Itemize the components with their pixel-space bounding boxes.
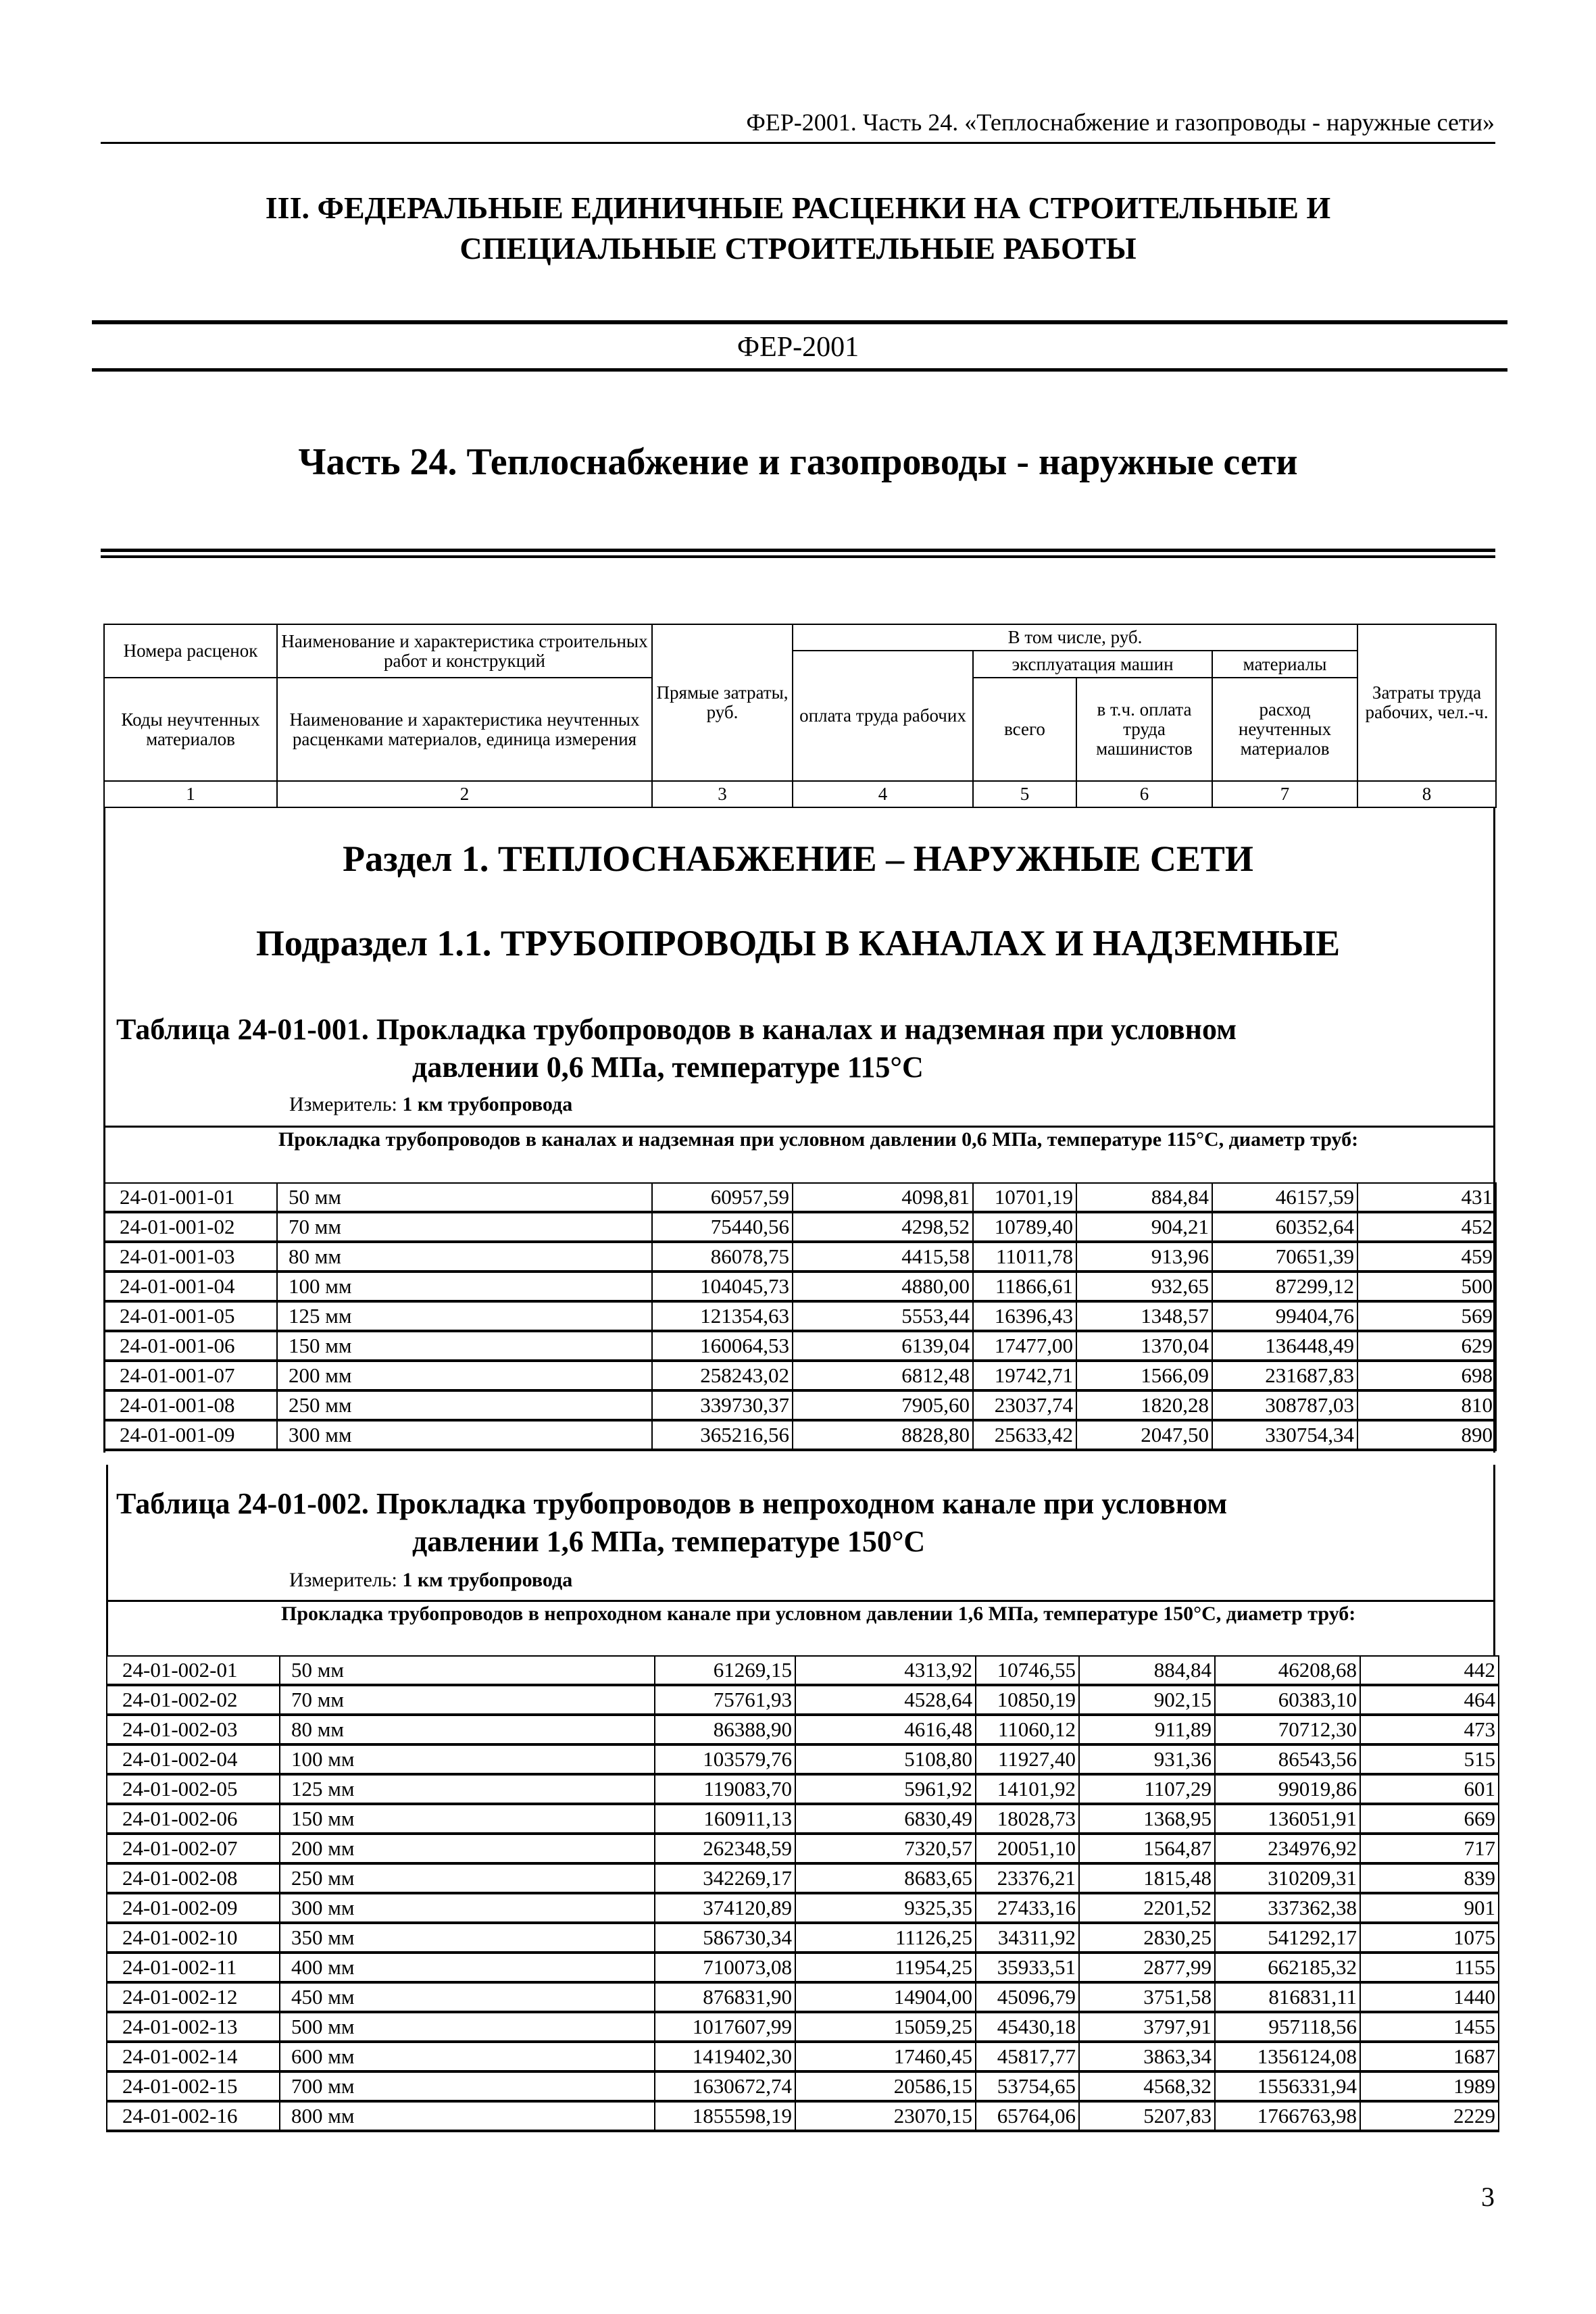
cell-machinists-pay: 3751,58 (1079, 1982, 1215, 2012)
table-row (107, 2012, 1499, 2042)
cell-pipe-diameter: 50 мм (280, 1656, 655, 1685)
table-row (107, 1953, 1499, 1982)
cell-labor-hours: 1687 (1360, 2042, 1499, 2071)
cell-labor-pay: 9325,35 (795, 1893, 976, 1923)
cell-direct-costs: 103579,76 (655, 1744, 795, 1774)
cell-pipe-diameter: 70 мм (277, 1212, 652, 1242)
cell-materials-cost: 662185,32 (1215, 1953, 1360, 1982)
cell-materials-cost: 231687,83 (1212, 1361, 1357, 1390)
cell-labor-hours: 601 (1360, 1774, 1499, 1804)
cell-pipe-diameter: 600 мм (280, 2042, 655, 2071)
cell-labor-pay: 7905,60 (793, 1390, 973, 1420)
table-row (104, 1390, 1496, 1420)
cell-materials-cost: 99019,86 (1215, 1774, 1360, 1804)
cell-machines-total: 10701,19 (973, 1183, 1076, 1212)
cell-rate-code: 24-01-002-03 (107, 1715, 280, 1744)
cell-pipe-diameter: 400 мм (280, 1953, 655, 1982)
cell-materials-cost: 46157,59 (1212, 1183, 1357, 1212)
cell-labor-pay: 4415,58 (793, 1242, 973, 1272)
cell-materials-cost: 70651,39 (1212, 1242, 1357, 1272)
cell-materials-cost: 310209,31 (1215, 1863, 1360, 1893)
cell-machines-total: 17477,00 (973, 1331, 1076, 1361)
meter-label: Измеритель: (289, 1093, 397, 1115)
cell-direct-costs: 75440,56 (652, 1212, 793, 1242)
table-row (107, 1834, 1499, 1863)
cell-pipe-diameter: 800 мм (280, 2101, 655, 2131)
cell-direct-costs: 121354,63 (652, 1301, 793, 1331)
cell-machines-total: 23037,74 (973, 1390, 1076, 1420)
cell-materials-cost: 541292,17 (1215, 1923, 1360, 1953)
cell-machines-total: 45096,79 (976, 1982, 1079, 2012)
cell-direct-costs: 1017607,99 (655, 2012, 795, 2042)
cell-rate-code: 24-01-002-07 (107, 1834, 280, 1863)
cell-rate-code: 24-01-001-07 (104, 1361, 277, 1390)
cell-machinists-pay: 3863,34 (1079, 2042, 1215, 2071)
cell-machinists-pay: 4568,32 (1079, 2071, 1215, 2101)
division-heading: Раздел 1. ТЕПЛОСНАБЖЕНИЕ – НАРУЖНЫЕ СЕТИ (343, 838, 1253, 879)
cell-direct-costs: 339730,37 (652, 1390, 793, 1420)
cell-pipe-diameter: 300 мм (277, 1420, 652, 1450)
cell-labor-pay: 6812,48 (793, 1361, 973, 1390)
cell-direct-costs: 1855598,19 (655, 2101, 795, 2131)
cell-machines-total: 25633,42 (973, 1420, 1076, 1450)
cell-labor-hours: 1155 (1360, 1953, 1499, 1982)
cell-materials-cost: 136051,91 (1215, 1804, 1360, 1834)
table-row (107, 1804, 1499, 1834)
cell-materials-cost: 1766763,98 (1215, 2101, 1360, 2131)
cell-labor-hours: 431 (1357, 1183, 1496, 1212)
col-number: 7 (1212, 781, 1357, 807)
cell-rate-code: 24-01-001-08 (104, 1390, 277, 1420)
cell-materials-cost: 87299,12 (1212, 1272, 1357, 1301)
cell-rate-code: 24-01-001-01 (104, 1183, 277, 1212)
cell-pipe-diameter: 125 мм (280, 1774, 655, 1804)
table-1-subheader: Прокладка трубопроводов в каналах и надземная при условном давлении 0,6 МПа, температуре 115°С, диаметр труб: (103, 1126, 1495, 1182)
table-1-title-line1: Таблица 24-01-001. Прокладка трубопроводов в каналах и надземная при условном (116, 1013, 1237, 1046)
cell-pipe-diameter: 125 мм (277, 1301, 652, 1331)
cell-rate-code: 24-01-001-05 (104, 1301, 277, 1331)
cell-machinists-pay: 1564,87 (1079, 1834, 1215, 1863)
cell-machines-total: 10789,40 (973, 1212, 1076, 1242)
cell-machinists-pay: 1107,29 (1079, 1774, 1215, 1804)
table-2-title-line2: давлении 1,6 МПа, температуре 150°С (412, 1525, 926, 1558)
cell-machines-total: 16396,43 (973, 1301, 1076, 1331)
header-labor-pay: оплата труда рабочих (793, 651, 973, 781)
cell-materials-cost: 1556331,94 (1215, 2071, 1360, 2101)
cell-rate-code: 24-01-002-14 (107, 2042, 280, 2071)
cell-pipe-diameter: 70 мм (280, 1685, 655, 1715)
col-number: 3 (652, 781, 793, 807)
cell-labor-hours: 717 (1360, 1834, 1499, 1863)
cell-direct-costs: 104045,73 (652, 1272, 793, 1301)
cell-pipe-diameter: 450 мм (280, 1982, 655, 2012)
cell-pipe-diameter: 200 мм (277, 1361, 652, 1390)
cell-labor-pay: 11126,25 (795, 1923, 976, 1953)
col-number: 1 (104, 781, 277, 807)
cell-rate-code: 24-01-002-11 (107, 1953, 280, 1982)
divider-bottom (92, 368, 1507, 372)
cell-machines-total: 53754,65 (976, 2071, 1079, 2101)
cell-materials-cost: 1356124,08 (1215, 2042, 1360, 2071)
section-title (0, 188, 1596, 269)
table-row (107, 1893, 1499, 1923)
cell-rate-code: 24-01-002-10 (107, 1923, 280, 1953)
cell-machines-total: 20051,10 (976, 1834, 1079, 1863)
cell-rate-code: 24-01-001-03 (104, 1242, 277, 1272)
table-row (107, 1863, 1499, 1893)
cell-rate-code: 24-01-002-12 (107, 1982, 280, 2012)
table-2-title-line1: Таблица 24-01-002. Прокладка трубопроводов в непроходном канале при условном (116, 1487, 1228, 1520)
cell-labor-pay: 14904,00 (795, 1982, 976, 2012)
table-1-meter (289, 1093, 572, 1116)
table-row (107, 1982, 1499, 2012)
cell-pipe-diameter: 700 мм (280, 2071, 655, 2101)
cell-rate-code: 24-01-002-09 (107, 1893, 280, 1923)
header-work-name: Наименование и характеристика строительных работ и конструкций (277, 624, 652, 678)
cell-machinists-pay: 904,21 (1076, 1212, 1212, 1242)
cell-labor-pay: 8683,65 (795, 1863, 976, 1893)
cell-labor-pay: 5108,80 (795, 1744, 976, 1774)
table-row (107, 1923, 1499, 1953)
cell-materials-cost: 330754,34 (1212, 1420, 1357, 1450)
cell-machines-total: 10746,55 (976, 1656, 1079, 1685)
cell-machines-total: 11866,61 (973, 1272, 1076, 1301)
table-1-title (116, 1011, 1237, 1086)
cell-direct-costs: 1419402,30 (655, 2042, 795, 2071)
cell-machines-total: 45817,77 (976, 2042, 1079, 2071)
meter-value: 1 км трубопровода (402, 1569, 573, 1591)
cell-labor-hours: 2229 (1360, 2101, 1499, 2131)
col-number: 2 (277, 781, 652, 807)
cell-labor-hours: 452 (1357, 1212, 1496, 1242)
cell-machinists-pay: 902,15 (1079, 1685, 1215, 1715)
cell-labor-pay: 4298,52 (793, 1212, 973, 1242)
cell-labor-hours: 1989 (1360, 2071, 1499, 2101)
cell-pipe-diameter: 50 мм (277, 1183, 652, 1212)
header-rule (101, 142, 1495, 144)
rates-table-1 (103, 1182, 1497, 1451)
col-number: 4 (793, 781, 973, 807)
table-2-subheader: Прокладка трубопроводов в непроходном канале при условном давлении 1,6 МПа, температуре 150°С, диаметр труб: (106, 1600, 1495, 1655)
cell-machines-total: 65764,06 (976, 2101, 1079, 2131)
cell-labor-pay: 5961,92 (795, 1774, 976, 1804)
cell-labor-hours: 569 (1357, 1301, 1496, 1331)
subdivision-heading: Подраздел 1.1. ТРУБОПРОВОДЫ В КАНАЛАХ И НАДЗЕМНЫЕ (255, 923, 1341, 963)
cell-machinists-pay: 1820,28 (1076, 1390, 1212, 1420)
cell-materials-cost: 86543,56 (1215, 1744, 1360, 1774)
cell-pipe-diameter: 150 мм (277, 1331, 652, 1361)
page-number: 3 (1481, 2182, 1495, 2212)
cell-pipe-diameter: 200 мм (280, 1834, 655, 1863)
cell-materials-cost: 70712,30 (1215, 1715, 1360, 1744)
cell-labor-pay: 20586,15 (795, 2071, 976, 2101)
table-row (104, 1420, 1496, 1450)
cell-labor-hours: 473 (1360, 1715, 1499, 1744)
cell-labor-pay: 7320,57 (795, 1834, 976, 1863)
cell-labor-pay: 4880,00 (793, 1272, 973, 1301)
cell-direct-costs: 160064,53 (652, 1331, 793, 1361)
header-material-codes: Коды неучтенных материалов (104, 678, 277, 781)
cell-labor-hours: 669 (1360, 1804, 1499, 1834)
cell-machinists-pay: 2877,99 (1079, 1953, 1215, 1982)
cell-direct-costs: 86078,75 (652, 1242, 793, 1272)
header-machines: эксплуатация машин (973, 651, 1212, 678)
cell-machinists-pay: 913,96 (1076, 1242, 1212, 1272)
cell-machinists-pay: 884,84 (1079, 1656, 1215, 1685)
double-rule-2 (101, 555, 1495, 558)
cell-machinists-pay: 3797,91 (1079, 2012, 1215, 2042)
cell-labor-hours: 890 (1357, 1420, 1496, 1450)
cell-direct-costs: 1630672,74 (655, 2071, 795, 2101)
cell-materials-cost: 46208,68 (1215, 1656, 1360, 1685)
cell-machinists-pay: 931,36 (1079, 1744, 1215, 1774)
cell-rate-code: 24-01-002-06 (107, 1804, 280, 1834)
divider-top (92, 320, 1507, 324)
cell-machinists-pay: 1368,95 (1079, 1804, 1215, 1834)
cell-rate-code: 24-01-002-08 (107, 1863, 280, 1893)
table-row (104, 1242, 1496, 1272)
cell-labor-hours: 515 (1360, 1744, 1499, 1774)
cell-direct-costs: 586730,34 (655, 1923, 795, 1953)
cell-labor-pay: 23070,15 (795, 2101, 976, 2131)
running-header: ФЕР-2001. Часть 24. «Теплоснабжение и газопроводы - наружные сети» (746, 109, 1495, 136)
cell-rate-code: 24-01-002-05 (107, 1774, 280, 1804)
cell-rate-code: 24-01-002-01 (107, 1656, 280, 1685)
cell-labor-pay: 5553,44 (793, 1301, 973, 1331)
cell-labor-hours: 629 (1357, 1331, 1496, 1361)
cell-direct-costs: 710073,08 (655, 1953, 795, 1982)
cell-machines-total: 11011,78 (973, 1242, 1076, 1272)
cell-direct-costs: 262348,59 (655, 1834, 795, 1863)
cell-labor-pay: 4528,64 (795, 1685, 976, 1715)
cell-machines-total: 34311,92 (976, 1923, 1079, 1953)
cell-rate-code: 24-01-002-02 (107, 1685, 280, 1715)
header-unaccounted-materials: расход неучтенных материалов (1212, 678, 1357, 781)
cell-machinists-pay: 2047,50 (1076, 1420, 1212, 1450)
cell-labor-pay: 8828,80 (793, 1420, 973, 1450)
header-machines-total: всего (973, 678, 1076, 781)
cell-materials-cost: 957118,56 (1215, 2012, 1360, 2042)
header-labor: Затраты труда рабочих, чел.-ч. (1357, 624, 1496, 781)
cell-rate-code: 24-01-001-06 (104, 1331, 277, 1361)
cell-labor-pay: 6139,04 (793, 1331, 973, 1361)
cell-pipe-diameter: 500 мм (280, 2012, 655, 2042)
table-row (104, 1272, 1496, 1301)
cell-labor-hours: 442 (1360, 1656, 1499, 1685)
cell-machinists-pay: 5207,83 (1079, 2101, 1215, 2131)
cell-machinists-pay: 2201,52 (1079, 1893, 1215, 1923)
col-number: 8 (1357, 781, 1496, 807)
table-row (104, 1361, 1496, 1390)
cell-machines-total: 11927,40 (976, 1744, 1079, 1774)
cell-labor-hours: 839 (1360, 1863, 1499, 1893)
cell-rate-code: 24-01-002-15 (107, 2071, 280, 2101)
cell-materials-cost: 136448,49 (1212, 1331, 1357, 1361)
cell-labor-hours: 464 (1360, 1685, 1499, 1715)
cell-pipe-diameter: 350 мм (280, 1923, 655, 1953)
cell-rate-code: 24-01-001-04 (104, 1272, 277, 1301)
cell-direct-costs: 86388,90 (655, 1715, 795, 1744)
cell-materials-cost: 337362,38 (1215, 1893, 1360, 1923)
cell-labor-hours: 1075 (1360, 1923, 1499, 1953)
table-row (104, 1183, 1496, 1212)
cell-machinists-pay: 1348,57 (1076, 1301, 1212, 1331)
cell-direct-costs: 365216,56 (652, 1420, 793, 1450)
cell-machinists-pay: 2830,25 (1079, 1923, 1215, 1953)
column-header-table (103, 624, 1497, 808)
cell-rate-code: 24-01-002-04 (107, 1744, 280, 1774)
cell-direct-costs: 75761,93 (655, 1685, 795, 1715)
header-direct-costs: Прямые затраты, руб. (652, 624, 793, 781)
collection-title: ФЕР-2001 (737, 332, 859, 363)
cell-machines-total: 27433,16 (976, 1893, 1079, 1923)
cell-rate-code: 24-01-002-16 (107, 2101, 280, 2131)
cell-machines-total: 23376,21 (976, 1863, 1079, 1893)
cell-labor-hours: 459 (1357, 1242, 1496, 1272)
cell-machinists-pay: 1815,48 (1079, 1863, 1215, 1893)
header-material-names: Наименование и характеристика неучтенных расценками материалов, единица измерения (277, 678, 652, 781)
cell-pipe-diameter: 80 мм (280, 1715, 655, 1744)
cell-pipe-diameter: 300 мм (280, 1893, 655, 1923)
cell-rate-code: 24-01-002-13 (107, 2012, 280, 2042)
section-title-line1: III. ФЕДЕРАЛЬНЫЕ ЕДИНИЧНЫЕ РАСЦЕНКИ НА СТРОИТЕЛЬНЫЕ И (265, 191, 1331, 225)
rates-table-2 (106, 1655, 1499, 2132)
cell-machines-total: 18028,73 (976, 1804, 1079, 1834)
cell-machines-total: 45430,18 (976, 2012, 1079, 2042)
meter-value: 1 км трубопровода (402, 1093, 573, 1115)
header-materials: материалы (1212, 651, 1357, 678)
cell-pipe-diameter: 100 мм (280, 1744, 655, 1774)
cell-machines-total: 11060,12 (976, 1715, 1079, 1744)
cell-labor-pay: 15059,25 (795, 2012, 976, 2042)
table-row (107, 1715, 1499, 1744)
cell-labor-pay: 17460,45 (795, 2042, 976, 2071)
cell-labor-hours: 901 (1360, 1893, 1499, 1923)
cell-machines-total: 35933,51 (976, 1953, 1079, 1982)
table-row (107, 2101, 1499, 2131)
table-row (107, 1685, 1499, 1715)
cell-direct-costs: 60957,59 (652, 1183, 793, 1212)
cell-materials-cost: 99404,76 (1212, 1301, 1357, 1331)
table-row (104, 1301, 1496, 1331)
table-2-title (116, 1485, 1227, 1561)
cell-materials-cost: 234976,92 (1215, 1834, 1360, 1863)
cell-labor-hours: 1440 (1360, 1982, 1499, 2012)
cell-rate-code: 24-01-001-09 (104, 1420, 277, 1450)
table-2-meter (289, 1569, 572, 1592)
cell-direct-costs: 258243,02 (652, 1361, 793, 1390)
cell-direct-costs: 876831,90 (655, 1982, 795, 2012)
cell-machinists-pay: 932,65 (1076, 1272, 1212, 1301)
cell-labor-pay: 6830,49 (795, 1804, 976, 1834)
cell-pipe-diameter: 100 мм (277, 1272, 652, 1301)
cell-pipe-diameter: 250 мм (280, 1863, 655, 1893)
header-including: В том числе, руб. (793, 624, 1357, 651)
cell-materials-cost: 60383,10 (1215, 1685, 1360, 1715)
cell-direct-costs: 119083,70 (655, 1774, 795, 1804)
cell-materials-cost: 308787,03 (1212, 1390, 1357, 1420)
part-title: Часть 24. Теплоснабжение и газопроводы - наружные сети (298, 441, 1298, 483)
cell-labor-pay: 4313,92 (795, 1656, 976, 1685)
col-number: 5 (973, 781, 1076, 807)
section-title-line2: СПЕЦИАЛЬНЫЕ СТРОИТЕЛЬНЫЕ РАБОТЫ (459, 231, 1137, 266)
cell-labor-pay: 4616,48 (795, 1715, 976, 1744)
header-rate-numbers: Номера расценок (104, 624, 277, 678)
header-machinists-pay: в т.ч. оплата труда машинистов (1076, 678, 1212, 781)
cell-labor-hours: 1455 (1360, 2012, 1499, 2042)
cell-labor-pay: 4098,81 (793, 1183, 973, 1212)
cell-pipe-diameter: 80 мм (277, 1242, 652, 1272)
cell-materials-cost: 816831,11 (1215, 1982, 1360, 2012)
cell-direct-costs: 342269,17 (655, 1863, 795, 1893)
table-row (107, 1774, 1499, 1804)
double-rule-1 (101, 549, 1495, 552)
table-1-title-line2: давлении 0,6 МПа, температуре 115°С (412, 1051, 924, 1084)
cell-rate-code: 24-01-001-02 (104, 1212, 277, 1242)
table-row (104, 1212, 1496, 1242)
cell-direct-costs: 61269,15 (655, 1656, 795, 1685)
cell-labor-hours: 810 (1357, 1390, 1496, 1420)
meter-label: Измеритель: (289, 1569, 397, 1591)
cell-direct-costs: 374120,89 (655, 1893, 795, 1923)
table-row (107, 2042, 1499, 2071)
col-number: 6 (1076, 781, 1212, 807)
cell-machines-total: 10850,19 (976, 1685, 1079, 1715)
cell-machines-total: 14101,92 (976, 1774, 1079, 1804)
table-row (107, 1744, 1499, 1774)
table-row (107, 2071, 1499, 2101)
cell-machines-total: 19742,71 (973, 1361, 1076, 1390)
cell-machinists-pay: 1370,04 (1076, 1331, 1212, 1361)
cell-pipe-diameter: 250 мм (277, 1390, 652, 1420)
table-row (104, 1331, 1496, 1361)
cell-materials-cost: 60352,64 (1212, 1212, 1357, 1242)
cell-labor-hours: 500 (1357, 1272, 1496, 1301)
table-row (107, 1656, 1499, 1685)
cell-labor-pay: 11954,25 (795, 1953, 976, 1982)
cell-pipe-diameter: 150 мм (280, 1804, 655, 1834)
cell-labor-hours: 698 (1357, 1361, 1496, 1390)
cell-machinists-pay: 884,84 (1076, 1183, 1212, 1212)
cell-machinists-pay: 911,89 (1079, 1715, 1215, 1744)
cell-direct-costs: 160911,13 (655, 1804, 795, 1834)
cell-machinists-pay: 1566,09 (1076, 1361, 1212, 1390)
